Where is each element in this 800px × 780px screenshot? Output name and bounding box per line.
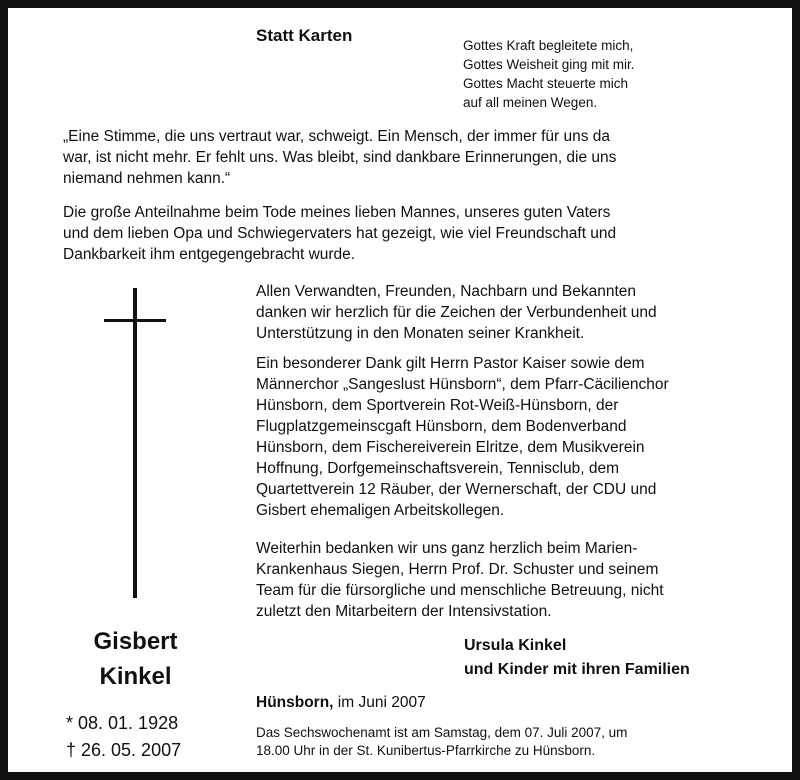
birth-date: * 08. 01. 1928	[66, 713, 179, 733]
place-date	[256, 694, 426, 712]
poem	[463, 36, 635, 112]
thanks-line: Unterstützung in den Monaten seiner Krankheit.	[256, 325, 585, 342]
signature-family: und Kinder mit ihren Familien	[464, 661, 690, 678]
further-line: Weiterhin bedanken wir uns ganz herzlich beim Marien-	[256, 540, 638, 557]
deceased-last-name: Kinkel	[99, 663, 172, 690]
intro-paragraph	[63, 202, 778, 265]
special-line: Quartettverein 12 Räuber, der Wernerschaft, der CDU und	[256, 481, 657, 498]
special-line: Flugplatzgemeinscgaft Hünsborn, dem Bodenverband	[256, 418, 627, 435]
notice-line: 18.00 Uhr in der St. Kunibertus-Pfarrkirche zu Hünsborn.	[256, 743, 596, 758]
further-line: Team für die fürsorgliche und menschliche Betreuung, nicht	[256, 582, 664, 599]
further-line: Krankenhaus Siegen, Herrn Prof. Dr. Schuster und seinem	[256, 561, 659, 578]
further-thanks-paragraph	[256, 538, 778, 622]
quote-paragraph	[63, 126, 778, 189]
thanks-line: Allen Verwandten, Freunden, Nachbarn und Bekannten	[256, 283, 637, 300]
special-line: Hünsborn, dem Fischereiverein Elritze, dem Musikverein	[256, 439, 645, 456]
poem-line: Gottes Weisheit ging mit mir.	[463, 57, 635, 72]
special-line: Gisbert ehemaligen Arbeitskollegen.	[256, 502, 505, 519]
special-line: Ein besonderer Dank gilt Herrn Pastor Kaiser sowie dem	[256, 355, 645, 372]
place-town: Hünsborn,	[256, 694, 334, 711]
special-line: Männerchor „Sangeslust Hünsborn“, dem Pfarr-Cäcilienchor	[256, 376, 669, 393]
quote-line: „Eine Stimme, die uns vertraut war, schweigt. Ein Mensch, der immer für uns da	[63, 128, 611, 145]
intro-line: Dankbarkeit ihm entgegengebracht wurde.	[63, 246, 356, 263]
deceased-first-name: Gisbert	[93, 628, 178, 655]
quote-line: war, ist nicht mehr. Er fehlt uns. Was bleibt, sind dankbare Erinnerungen, die uns	[63, 149, 617, 166]
notice-line: Das Sechswochenamt ist am Samstag, dem 07. Juli 2007, um	[256, 725, 628, 740]
poem-line: Gottes Kraft begleitete mich,	[463, 38, 634, 53]
poem-line: Gottes Macht steuerte mich	[463, 76, 629, 91]
place-date-text: im Juni 2007	[333, 694, 426, 711]
mass-notice	[256, 724, 627, 760]
further-line: zuletzt den Mitarbeitern der Intensivstation.	[256, 603, 552, 620]
signature-name: Ursula Kinkel	[464, 637, 567, 654]
intro-line: und dem lieben Opa und Schwiegervaters hat gezeigt, wie viel Freundschaft und	[63, 225, 617, 242]
quote-line: niemand nehmen kann.“	[63, 170, 231, 187]
special-line: Hoffnung, Dorfgemeinschaftsverein, Tennisclub, dem	[256, 460, 620, 477]
intro-line: Die große Anteilnahme beim Tode meines lieben Mannes, unseres guten Vaters	[63, 204, 611, 221]
poem-line: auf all meinen Wegen.	[463, 95, 598, 110]
special-line: Hünsborn, dem Sportverein Rot-Weiß-Hünsborn, der	[256, 397, 619, 414]
special-thanks-paragraph	[256, 353, 778, 521]
cross-icon	[133, 288, 137, 598]
death-date: † 26. 05. 2007	[66, 740, 182, 760]
cross-icon-bar	[104, 319, 166, 322]
thanks-line: danken wir herzlich für die Zeichen der Verbundenheit und	[256, 304, 657, 321]
thanks-paragraph	[256, 281, 778, 344]
statt-karten-heading: Statt Karten	[256, 26, 353, 45]
